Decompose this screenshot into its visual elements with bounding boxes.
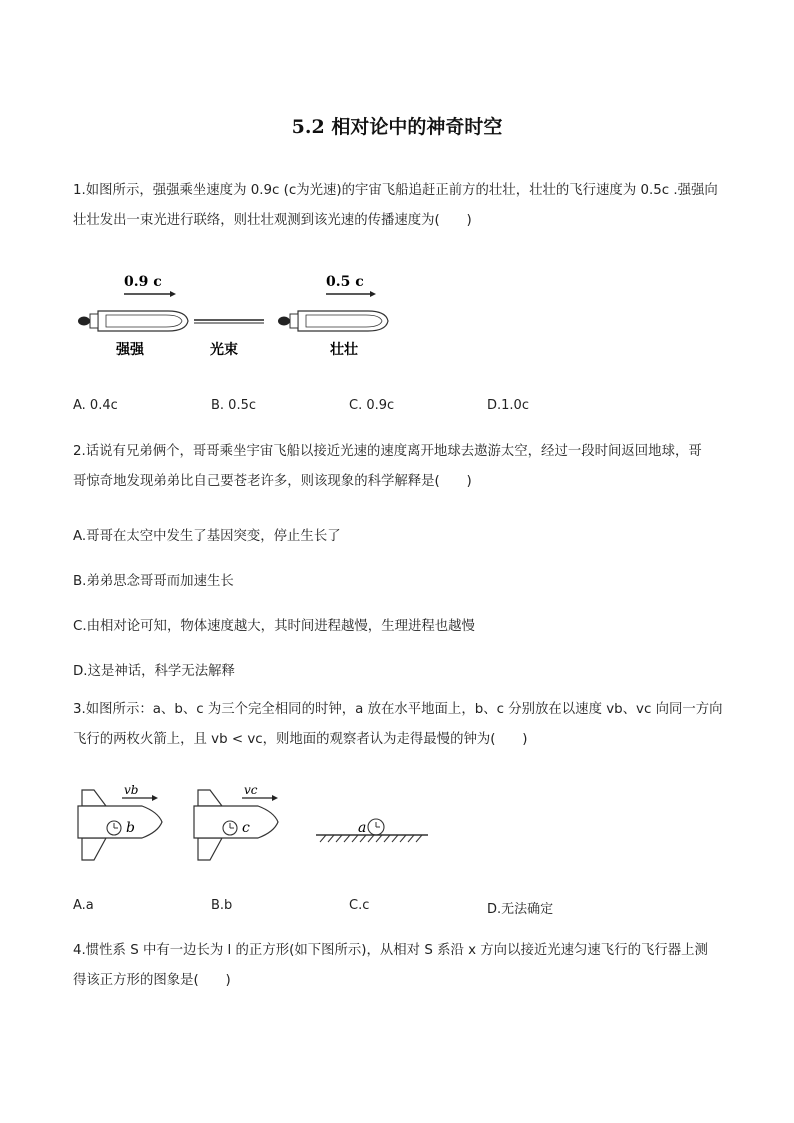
page-title: 5.2 相对论中的神奇时空: [291, 116, 503, 138]
question-1: [73, 176, 725, 236]
q1-option-c[interactable]: C. 0.9c: [349, 398, 395, 413]
right-exhaust-flame: [278, 317, 290, 326]
left-arrowhead: [170, 291, 176, 297]
left-speed-label: 0.9 c: [124, 274, 162, 290]
question-4-line-1: 4.惯性系 S 中有一边长为 l 的正方形(如下图所示)，从相对 S 系沿 x 方向以接近光速匀速飞行的飞行器上测: [73, 943, 708, 958]
velocity-b-label: vb: [124, 783, 139, 797]
question-2-line-2: 哥惊奇地发现弟弟比自己要苍老许多，则该现象的科学解释是( ): [73, 474, 472, 489]
label-qiangqiang: 强强: [116, 342, 144, 358]
spaceship-figure: [76, 268, 416, 360]
q3-option-c[interactable]: C.c: [349, 898, 370, 913]
label-beam: 光束: [210, 342, 238, 358]
clock-b-label: b: [126, 820, 135, 836]
clock-c-label: c: [242, 820, 250, 836]
q2-option-b[interactable]: B.弟弟思念哥哥而加速生长: [73, 574, 234, 589]
ground-clock-a: [316, 819, 428, 842]
rocket-c: [194, 783, 278, 860]
question-3: [73, 695, 725, 755]
right-spaceship: [278, 311, 388, 331]
q2-option-c[interactable]: C.由相对论可知，物体速度越大，其时间进程越慢，生理进程也越慢: [73, 619, 475, 634]
label-zhuangzhuang: 壮壮: [330, 342, 358, 358]
q2-option-d[interactable]: D.这是神话，科学无法解释: [73, 664, 235, 679]
q1-option-b[interactable]: B. 0.5c: [211, 398, 257, 413]
q1-option-d[interactable]: D.1.0c: [487, 398, 529, 413]
question-3-line-2: 飞行的两枚火箭上，且 vb < vc，则地面的观察者认为走得最慢的钟为( ): [73, 732, 528, 747]
q3-option-b[interactable]: B.b: [211, 898, 233, 913]
q2-option-a[interactable]: A.哥哥在太空中发生了基因突变，停止生长了: [73, 529, 341, 544]
velocity-c-label: vc: [244, 783, 258, 797]
q3-option-d[interactable]: D.无法确定: [487, 902, 554, 917]
question-1-line-2: 壮壮发出一束光进行联络，则壮壮观测到该光速的传播速度为( ): [73, 213, 472, 228]
q3-option-a[interactable]: A.a: [73, 898, 94, 913]
rocket-b: [78, 783, 162, 860]
right-arrowhead: [370, 291, 376, 297]
rocket-clock-figure: [76, 780, 432, 866]
right-speed-label: 0.5 c: [326, 274, 364, 290]
left-exhaust-flame: [78, 317, 90, 326]
question-1-line-1: 1.如图所示，强强乘坐速度为 0.9c (c为光速)的宇宙飞船追赶正前方的壮壮，壮壮的飞行速度为 0.5c .强强向: [73, 183, 718, 198]
question-4-line-2: 得该正方形的图象是( ): [73, 973, 231, 988]
question-2: [73, 437, 725, 497]
question-4: [73, 936, 725, 996]
question-3-line-1: 3.如图所示：a、b、c 为三个完全相同的时钟，a 放在水平地面上，b、c 分别放在以速度 vb、vc 向同一方向: [73, 702, 723, 717]
left-spaceship: [78, 311, 188, 331]
question-2-line-1: 2.话说有兄弟俩个，哥哥乘坐宇宙飞船以接近光速的速度离开地球去遨游太空，经过一段时间返回地球，哥: [73, 444, 702, 459]
q1-option-a[interactable]: A. 0.4c: [73, 398, 118, 413]
clock-a-label: a: [358, 820, 367, 836]
question-2-options: [73, 514, 725, 694]
